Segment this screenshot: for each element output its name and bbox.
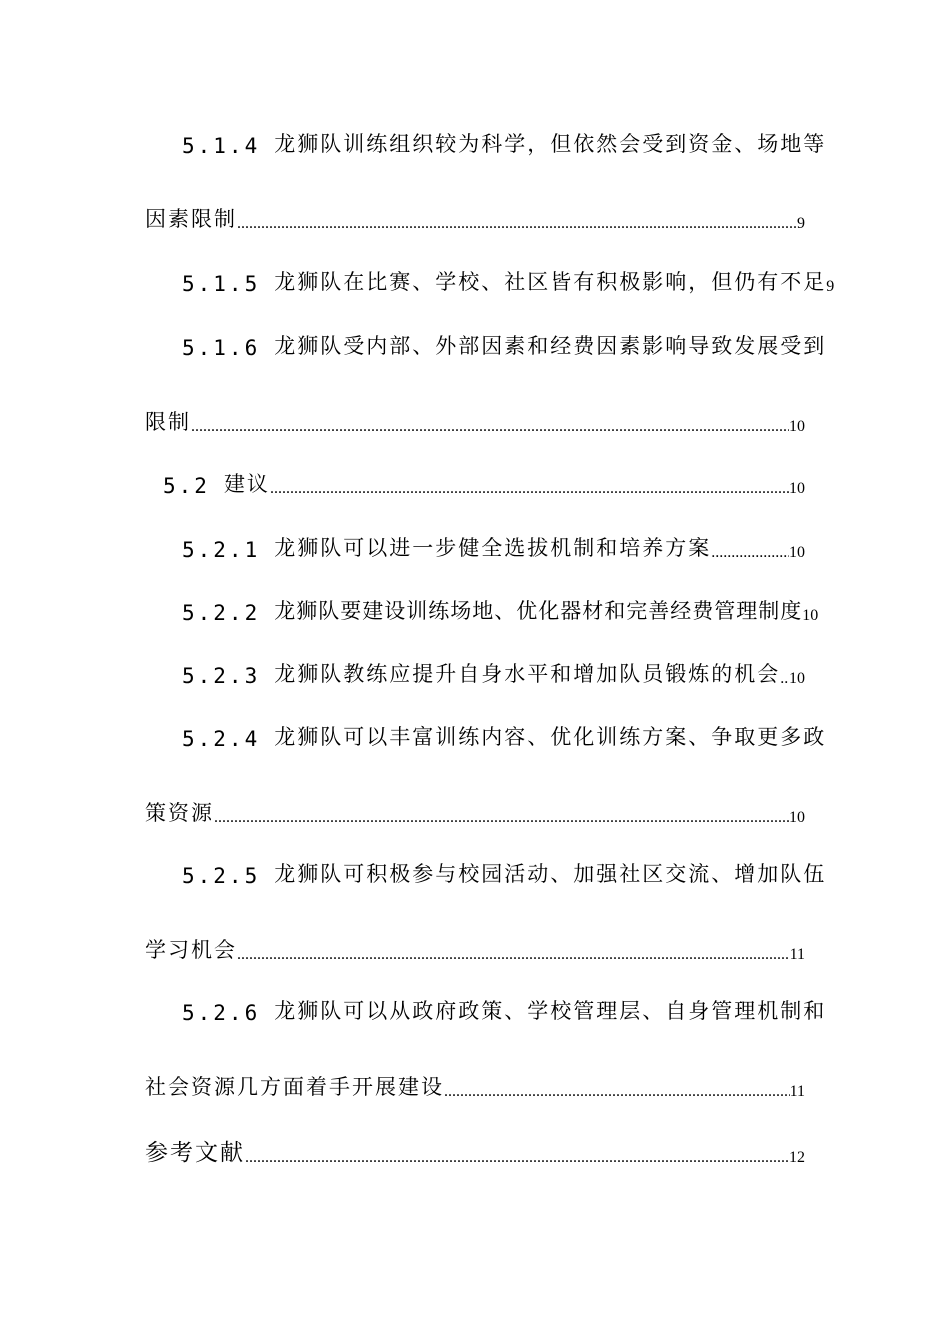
toc-title-cont: 学习机会 <box>145 938 237 962</box>
toc-entry-5-1-4-cont[interactable] <box>145 203 805 233</box>
toc-leader <box>237 215 797 233</box>
toc-page-number: 9 <box>826 278 835 295</box>
toc-title: 建议 <box>223 472 270 496</box>
toc-leader <box>444 1083 790 1101</box>
toc-entry-5-2-3[interactable] <box>182 658 805 688</box>
toc-entry-references[interactable] <box>145 1134 805 1167</box>
toc-entry-5-2-6[interactable] <box>182 995 827 1025</box>
toc-entry-5-2-1[interactable] <box>182 532 805 562</box>
toc-leader <box>780 670 789 688</box>
toc-page-number: 9 <box>797 215 805 232</box>
toc-number: 5.2.5 <box>182 864 261 888</box>
toc-title: 参考文献 <box>145 1140 245 1166</box>
toc-entry-5-1-5[interactable] <box>182 266 835 296</box>
toc-page-number: 10 <box>789 544 805 561</box>
toc-entry-5-2[interactable] <box>163 468 805 498</box>
toc-page-number: 11 <box>789 946 805 963</box>
toc-number: 5.2.6 <box>182 1001 261 1025</box>
toc-title-cont: 因素限制 <box>145 207 237 231</box>
toc-title: 龙狮队要建设训练场地、优化器材和完善经费管理制度 <box>274 599 803 623</box>
toc-leader <box>237 946 790 964</box>
toc-number: 5.2.2 <box>182 601 261 625</box>
toc-title-cont: 社会资源几方面着手开展建设 <box>145 1075 444 1099</box>
toc-entry-5-2-4[interactable] <box>182 721 827 751</box>
toc-title: 龙狮队教练应提升自身水平和增加队员锻炼的机会 <box>274 662 781 686</box>
toc-entry-5-1-6-cont[interactable] <box>145 406 805 436</box>
toc-leader <box>245 1149 789 1167</box>
toc-title: 龙狮队可以从政府政策、学校管理层、自身管理机制和 <box>274 999 827 1023</box>
toc-leader <box>270 480 789 498</box>
toc-entry-5-1-4[interactable] <box>182 128 827 158</box>
toc-leader <box>214 809 789 827</box>
toc-leader <box>191 418 789 436</box>
toc-title-cont: 限制 <box>145 410 191 434</box>
toc-number: 5.2.3 <box>182 664 261 688</box>
toc-number: 5.1.6 <box>182 336 261 360</box>
toc-leader <box>711 544 789 562</box>
toc-number: 5.2.1 <box>182 538 261 562</box>
toc-number: 5.2.4 <box>182 727 261 751</box>
toc-entry-5-2-4-cont[interactable] <box>145 797 805 827</box>
toc-title: 龙狮队训练组织较为科学，但依然会受到资金、场地等 <box>274 132 827 156</box>
toc-entry-5-1-6[interactable] <box>182 330 827 360</box>
toc-title: 龙狮队受内部、外部因素和经费因素影响导致发展受到 <box>274 334 827 358</box>
toc-page-number: 10 <box>802 607 819 624</box>
toc-page-number: 10 <box>789 809 805 826</box>
toc-title: 龙狮队可以进一步健全选拔机制和培养方案 <box>274 536 712 560</box>
toc-title: 龙狮队在比赛、学校、社区皆有积极影响，但仍有不足 <box>274 270 827 294</box>
toc-number: 5.1.5 <box>182 272 261 296</box>
toc-entry-5-2-2[interactable] <box>182 595 819 625</box>
toc-page-number: 10 <box>789 418 805 435</box>
toc-number: 5.1.4 <box>182 134 261 158</box>
toc-entry-5-2-6-cont[interactable] <box>145 1071 805 1101</box>
toc-page-number: 12 <box>789 1149 805 1166</box>
toc-entry-5-2-5-cont[interactable] <box>145 934 805 964</box>
toc-page-number: 10 <box>789 480 805 497</box>
toc-title: 龙狮队可以丰富训练内容、优化训练方案、争取更多政 <box>274 725 827 749</box>
toc-entry-5-2-5[interactable] <box>182 858 827 888</box>
toc-page-number: 11 <box>789 1083 805 1100</box>
toc-number: 5.2 <box>163 474 210 498</box>
toc-title-cont: 策资源 <box>145 801 214 825</box>
toc-page-number: 10 <box>789 670 805 687</box>
toc-title: 龙狮队可积极参与校园活动、加强社区交流、增加队伍 <box>274 862 827 886</box>
